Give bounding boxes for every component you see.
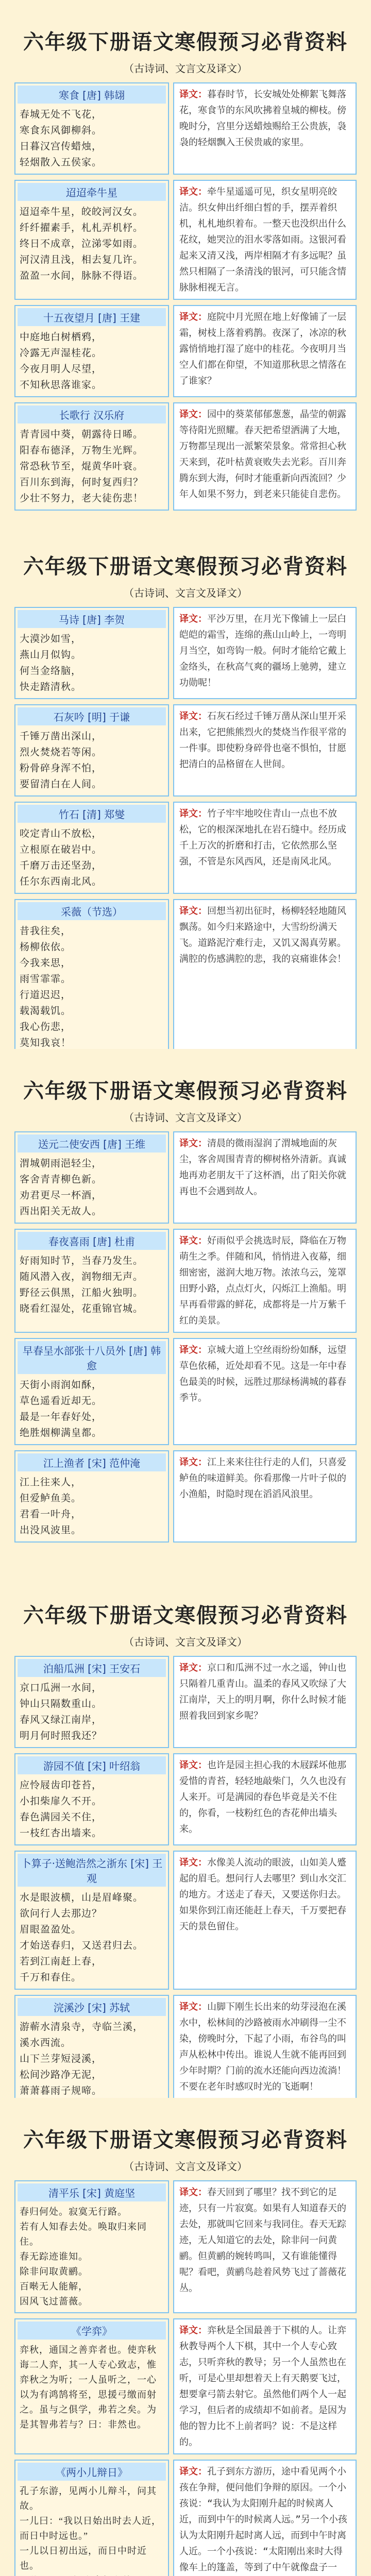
page-title: 六年级下册语文寒假预习必背资料 bbox=[23, 554, 348, 579]
poem-title: 浣溪沙 [宋] 苏轼 bbox=[18, 1998, 166, 2016]
translation-box bbox=[173, 607, 357, 699]
translation-label: 译文： bbox=[179, 2325, 207, 2336]
poem-line: 萧萧暮雨子规啼。 bbox=[20, 2086, 103, 2096]
poem-row bbox=[14, 1656, 357, 1748]
poem-title: 十五夜望月 [唐] 王建 bbox=[18, 308, 166, 326]
translation-box bbox=[173, 1450, 357, 1543]
poem-line: 劝君更尽一杯酒， bbox=[20, 1190, 103, 1201]
poem-line: 江上往来人， bbox=[20, 1477, 82, 1488]
poem-line: 春无踪迹谁知。 bbox=[20, 2251, 88, 2262]
poem-line: 今夜月明人尽望， bbox=[20, 364, 103, 375]
poem-line: 咬定青山不放松， bbox=[20, 828, 103, 839]
poem-row bbox=[14, 305, 357, 397]
poem-title: 迢迢牵牛星 bbox=[18, 183, 166, 201]
translation-label: 译文： bbox=[179, 2187, 207, 2198]
poem-line: 今我来思， bbox=[20, 958, 72, 969]
poem-row bbox=[14, 1229, 357, 1333]
poem-line: 京口瓜洲一水间， bbox=[20, 1683, 103, 1693]
poem-line: 莫知我哀！ bbox=[20, 1038, 72, 1048]
poem-box bbox=[14, 1995, 169, 2098]
poem-line: 轻烟散入五侯家。 bbox=[20, 157, 103, 168]
poem-title: 《学弈》 bbox=[18, 2321, 166, 2340]
page bbox=[0, 1573, 371, 2098]
translation-text: 山脚下刚生长出来的幼芽浸泡在溪水中，松林间的沙路被雨水冲刷得一尘不染，傍晚时分，下起了小雨，布谷鸟的叫声从松林中传出。谁说人生就不能再回到少年时期？门前的流水还能向西边流淌！不要在老年时感叹时光的飞逝啊！ bbox=[179, 2002, 346, 2092]
poem-line: 冷露无声湿桂花。 bbox=[20, 348, 103, 359]
poem-line: 千万和春住。 bbox=[20, 1972, 82, 1983]
poem-line: 少壮不努力，老大徒伤悲！ bbox=[20, 493, 144, 504]
poem-line: 行道迟迟， bbox=[20, 990, 72, 1001]
poem-box bbox=[14, 802, 169, 894]
poem-line: 才始送春归，又送君归去。 bbox=[20, 1940, 144, 1951]
poem-line: 载渴载饥。 bbox=[20, 1006, 72, 1016]
translation-text: 弈秋是全国最善于下棋的人。让弈秋教导两个人下棋，其中一个人专心致志，只听弈秋的教导；另一个人虽然也在听，可是心里却想着天上有天鹅要飞过，想要拿弓箭去射它。虽然他们两个人一起学习，但后者的成绩却不如前者。是因为他的智力比不上前者吗？说：不是这样的。 bbox=[179, 2325, 346, 2448]
translation-text: 水像美人流动的眼波，山如美人蹙起的眉毛。想问行人去哪里？到山水交汇的地方。才送走了春天，又要送你归去。如果你到江南还能赶上春天，千万要把春天的景色留住。 bbox=[179, 1857, 346, 1932]
poem-line: 晓看红湿处，花重锦官城。 bbox=[20, 1303, 144, 1314]
poem-row bbox=[14, 180, 357, 300]
poem-title: 《两小儿辩日》 bbox=[18, 2463, 166, 2481]
translation-label: 译文： bbox=[179, 409, 207, 420]
page-subtitle: （古诗词、文言文及译文） bbox=[124, 587, 247, 599]
poem-line: 雨雪霏霏。 bbox=[20, 974, 72, 985]
translation-text: 庭院中月光照在地上好像铺了一层霜，树枝上落着鸦鹊。夜深了，冰凉的秋露悄悄地打湿了庭中的桂花。今夜明月当空人们都在仰望，不知道那秋思之情落在了谁家？ bbox=[179, 312, 346, 386]
poem-line: 百川东到海，何时复西归？ bbox=[20, 477, 144, 488]
translation-box bbox=[173, 1995, 357, 2098]
poem-line: 千锤万凿出深山， bbox=[20, 731, 103, 742]
poem-box bbox=[14, 899, 169, 1049]
poem-title: 竹石 [清] 郑燮 bbox=[18, 805, 166, 823]
poem-line: 游蕲水清泉寺，寺临兰溪， bbox=[20, 2022, 144, 2032]
translation-box bbox=[173, 704, 357, 796]
poem-line: 明月何时照我还？ bbox=[20, 1731, 103, 1741]
poem-line: 日暮汉宫传蜡烛， bbox=[20, 141, 103, 152]
poem-row bbox=[14, 1851, 357, 1990]
translation-label: 译文： bbox=[179, 2466, 207, 2477]
poem-line: 大漠沙如雪， bbox=[20, 634, 82, 645]
page-title: 六年级下册语文寒假预习必背资料 bbox=[23, 1079, 348, 1103]
poem-line: 草色遥看近却无。 bbox=[20, 1396, 103, 1406]
translation-text: 京口和瓜洲不过一水之遥，钟山也只隔着几重青山。温柔的春风又吹绿了大江南岸，天上的明月啊，你什么时候才能照着我回到家乡呢？ bbox=[179, 1663, 346, 1721]
poem-row bbox=[14, 2460, 357, 2576]
translation-label: 译文： bbox=[179, 1138, 207, 1149]
translation-label: 译文： bbox=[179, 808, 207, 819]
poem-title: 游园不值 [宋] 叶绍翁 bbox=[18, 1756, 166, 1774]
poem-line: 松间沙路净无泥， bbox=[20, 2070, 103, 2080]
translation-text: 平沙万里，在月光下像铺上一层白皑皑的霜雪，连绵的燕山山岭上，一弯明月当空，如弯钩一般。何时才能给它戴上金络头，在秋高气爽的疆场上驰骋，建立功勋呢！ bbox=[179, 614, 346, 688]
translation-box bbox=[173, 2318, 357, 2454]
translation-text: 竹子牢牢地咬住青山一点也不放松，它的根深深地扎在岩石缝中。经历成千上万次的折磨和打击，它依然那么坚强，不管是东风西风，还是南风北风。 bbox=[179, 808, 346, 867]
page bbox=[0, 2098, 371, 2576]
poem-line: 绝胜烟柳满皇都。 bbox=[20, 1428, 103, 1438]
poem-title: 送元二使安西 [唐] 王维 bbox=[18, 1134, 166, 1153]
poem-line: 除非问取黄鹂。 bbox=[20, 2266, 88, 2277]
poem-title: 清平乐 [宋] 黄庭坚 bbox=[18, 2183, 166, 2201]
poem-line: 溪水西流。 bbox=[20, 2038, 72, 2048]
poem-box bbox=[14, 1851, 169, 1990]
translation-box bbox=[173, 1656, 357, 1748]
poem-line: 因风飞过蔷薇。 bbox=[20, 2296, 88, 2307]
poem-line: 要留清白在人间。 bbox=[20, 779, 103, 790]
poem-box bbox=[14, 2318, 169, 2454]
page-subtitle: （古诗词、文言文及译文） bbox=[124, 62, 247, 75]
poem-line: 常恐秋节至，焜黄华叶衰。 bbox=[20, 461, 144, 472]
poem-box bbox=[14, 1229, 169, 1333]
poem-title: 马诗 [唐] 李贺 bbox=[18, 610, 166, 628]
translation-text: 暮春时节，长安城处处柳絮飞舞落花，寒食节的东风吹拂着皇城的柳枝。傍晚时分，宫里分送蜡烛赐给王公贵族，袅袅的轻烟飘入王侯贵戚的家里。 bbox=[179, 89, 346, 148]
poem-line: 好雨知时节，当春乃发生。 bbox=[20, 1256, 144, 1266]
poem-line: 若有人知春去处。唤取归来同住。 bbox=[20, 2222, 147, 2247]
page-title: 六年级下册语文寒假预习必背资料 bbox=[23, 30, 348, 54]
poem-line: 渭城朝雨浥轻尘， bbox=[20, 1158, 103, 1169]
poem-row bbox=[14, 1995, 357, 2098]
poem-line bbox=[20, 2573, 164, 2576]
poem-title: 早春呈水部张十八员外 [唐] 韩愈 bbox=[18, 1341, 166, 1374]
poem-line: 烈火焚烧若等闲。 bbox=[20, 747, 103, 758]
poem-row bbox=[14, 82, 357, 175]
page-title: 六年级下册语文寒假预习必背资料 bbox=[23, 2128, 348, 2152]
poem-title: 采薇（节选） bbox=[18, 902, 166, 920]
page-subtitle: （古诗词、文言文及译文） bbox=[124, 1636, 247, 1648]
poem-line: 最是一年春好处， bbox=[20, 1412, 103, 1422]
poem-box bbox=[14, 305, 169, 397]
poem-line: 孔子东游，见两小儿辩斗，问其故。 bbox=[20, 2486, 157, 2511]
poem-line: 一儿以日初出远，而日中时近也。 bbox=[20, 2546, 147, 2571]
translation-box bbox=[173, 1229, 357, 1333]
poem-line: 纤纤擢素手，札札弄机杼。 bbox=[20, 223, 144, 233]
poem-line: 客舍青青柳色新。 bbox=[20, 1174, 103, 1185]
poem-box bbox=[14, 180, 169, 300]
translation-label: 译文： bbox=[179, 1457, 207, 1468]
poem-line: 春归何处。寂寞无行路。 bbox=[20, 2207, 127, 2217]
translation-label: 译文： bbox=[179, 1345, 207, 1355]
poem-line: 昔我往矣， bbox=[20, 926, 72, 937]
translation-text: 江上来来往往行走的人们，只喜爱鲈鱼的味道鲜美。你看那像一片叶子似的小渔船，时隐时现在滔滔风浪里。 bbox=[179, 1457, 346, 1500]
page-title: 六年级下册语文寒假预习必背资料 bbox=[23, 1603, 348, 1628]
poem-line: 但爱鲈鱼美。 bbox=[20, 1493, 82, 1504]
poem-row bbox=[14, 402, 357, 511]
page-subtitle: （古诗词、文言文及译文） bbox=[124, 1111, 247, 1124]
translation-label: 译文： bbox=[179, 1235, 207, 1246]
poem-line: 快走踏清秋。 bbox=[20, 682, 82, 692]
poem-box bbox=[14, 1338, 169, 1445]
poem-box bbox=[14, 402, 169, 511]
poem-line: 粉骨碎身浑不怕， bbox=[20, 763, 103, 774]
poem-row bbox=[14, 607, 357, 699]
poem-line: 盈盈一水间，脉脉不得语。 bbox=[20, 270, 144, 281]
translation-box bbox=[173, 82, 357, 175]
poem-box bbox=[14, 82, 169, 175]
poem-line: 任尔东西南北风。 bbox=[20, 876, 103, 887]
poem-line: 青青园中葵，朝露待日晞。 bbox=[20, 429, 144, 440]
translation-text: 清晨的微雨湿润了渭城地面的灰尘，客舍周围青青的柳树格外清新。真诚地再劝老朋友干了这杯酒，出了阳关你就再也不会遇到故人。 bbox=[179, 1138, 346, 1197]
poem-line: 应怜屐齿印苍苔， bbox=[20, 1780, 103, 1791]
poem-row bbox=[14, 899, 357, 1049]
poem-box bbox=[14, 704, 169, 796]
poem-line: 河汉清且浅，相去复几许。 bbox=[20, 255, 144, 265]
poem-line: 寒食东风御柳斜。 bbox=[20, 125, 103, 136]
poem-line: 欲问行人去那边？ bbox=[20, 1908, 103, 1919]
poem-title: 石灰吟 [明] 于谦 bbox=[18, 707, 166, 725]
page bbox=[0, 524, 371, 1049]
translation-box bbox=[173, 1851, 357, 1990]
translation-label: 译文： bbox=[179, 1760, 207, 1771]
translation-label: 译文： bbox=[179, 711, 207, 722]
poem-line: 出没风波里。 bbox=[20, 1525, 82, 1536]
poem-row bbox=[14, 1450, 357, 1543]
poem-line: 杨柳依依。 bbox=[20, 942, 72, 953]
translation-text: 孔子到东方游历，途中看见两个小孩在争辩，便问他们争辩的原因。一个小孩说：“我认为太阳刚升起的时候离人近，而到中午的时候离人远。”另一个小孩认为太阳刚升起时离人远，而到中午时离人近。一个小孩说：“太阳刚出来时大得像车上的篷盖，等到了中午就像盘子一 bbox=[179, 2466, 347, 2573]
poem-line: 燕山月似钩。 bbox=[20, 650, 82, 660]
poem-line: 君看一叶舟， bbox=[20, 1509, 82, 1520]
poem-line: 我心伤悲， bbox=[20, 1022, 72, 1032]
poem-line: 何当金络脑， bbox=[20, 666, 82, 676]
poem-line: 一枝红杏出墙来。 bbox=[20, 1828, 103, 1839]
poem-line: 阳春布德泽，万物生光辉。 bbox=[20, 445, 144, 456]
poem-box bbox=[14, 2180, 169, 2313]
translation-label: 译文： bbox=[179, 89, 207, 100]
poem-line: 春城无处不飞花， bbox=[20, 109, 103, 120]
poem-line: 随风潜入夜，润物细无声。 bbox=[20, 1272, 144, 1282]
translation-text: 园中的葵菜郁郁葱葱，晶莹的朝露等待阳光照耀。春天把希望洒满了大地，万物都呈现出一派繁荣景象。常常担心秋天来到，花叶枯黄衰败失去光彩。百川奔腾东到大海，何时才能重新向西流回？少年人如果不努力，到老来只能徒自悲伤。 bbox=[179, 409, 346, 500]
poem-line: 若到江南赶上春， bbox=[20, 1956, 103, 1967]
translation-box bbox=[173, 1131, 357, 1224]
poem-box bbox=[14, 607, 169, 699]
translation-label: 译文： bbox=[179, 906, 207, 917]
poem-row bbox=[14, 2318, 357, 2454]
poem-box bbox=[14, 1131, 169, 1224]
poem-row bbox=[14, 704, 357, 796]
poem-box bbox=[14, 1753, 169, 1845]
translation-box bbox=[173, 305, 357, 397]
translation-box bbox=[173, 802, 357, 894]
translation-text: 京城大道上空丝雨纷纷如酥，远望草色依稀，近处却看不见。这是一年中春色最美的时候，远胜过那绿杨满城的暮春季节。 bbox=[179, 1345, 346, 1403]
poem-row bbox=[14, 802, 357, 894]
translation-text: 好雨似乎会挑选时辰，降临在万物萌生之季。伴随和风，悄悄进入夜幕，细细密密，滋润大地万物。浓浓乌云，笼罩田野小路，点点灯火，闪烁江上渔船。明早再看带露的鲜花，成都将是一片万紫千红的美景。 bbox=[179, 1235, 346, 1326]
poem-line: 终日不成章，泣涕零如雨。 bbox=[20, 239, 144, 249]
poem-row bbox=[14, 2180, 357, 2313]
poem-title: 泊船瓜洲 [宋] 王安石 bbox=[18, 1659, 166, 1677]
poem-line: 天街小雨润如酥， bbox=[20, 1380, 103, 1391]
poem-title: 长歌行 汉乐府 bbox=[18, 405, 166, 423]
poem-line: 野径云俱黑，江船火独明。 bbox=[20, 1287, 144, 1298]
poem-line: 迢迢牵牛星，皎皎河汉女。 bbox=[20, 207, 144, 217]
translation-box bbox=[173, 899, 357, 1049]
poem-line: 千磨万击还坚劲， bbox=[20, 860, 103, 871]
poem-title: 寒食 [唐] 韩翃 bbox=[18, 86, 166, 104]
poem-line: 中庭地白树栖鸦， bbox=[20, 332, 103, 343]
poem-box bbox=[14, 1656, 169, 1748]
poem-line: 不知秋思落谁家。 bbox=[20, 380, 103, 391]
poem-line: 立根原在破岩中。 bbox=[20, 844, 103, 855]
translation-box bbox=[173, 2460, 357, 2576]
poem-line: 钟山只隔数重山。 bbox=[20, 1699, 103, 1709]
poem-line: 西出阳关无故人。 bbox=[20, 1206, 103, 1217]
translation-text: 牵牛星遥遥可见，织女星明亮皎洁。织女伸出纤细白皙的手，摆弄着织机，札札地织着布。一整天也没织出什么花纹，她哭泣的泪水零落如雨。这银河看起来又清又浅，两岸相隔才有多远呢？虽然只相隔了一条清浅的银河，可只能含情脉脉相视无言。 bbox=[179, 187, 346, 293]
translation-label: 译文： bbox=[179, 614, 207, 624]
poem-line: 山下兰芽短浸溪， bbox=[20, 2054, 103, 2064]
translation-label: 译文： bbox=[179, 2002, 207, 2012]
translation-box bbox=[173, 1753, 357, 1845]
poem-row bbox=[14, 1338, 357, 1445]
poem-box bbox=[14, 1450, 169, 1543]
translation-box bbox=[173, 402, 357, 511]
poem-line: 小扣柴扉久不开。 bbox=[20, 1796, 103, 1807]
page-subtitle: （古诗词、文言文及译文） bbox=[124, 2160, 247, 2173]
translation-box bbox=[173, 1338, 357, 1445]
poem-line: 弈秋，通国之善弈者也。使弈秋诲二人弈，其一人专心致志，惟弈秋之为听；一人虽听之，一心以为有鸿鹄将至，思援弓缴而射之。虽与之俱学，弗若之矣。为是其智弗若与？曰：非然也。 bbox=[20, 2345, 157, 2430]
poem-line: 百啭无人能解， bbox=[20, 2281, 88, 2292]
poem-line: 一儿曰：“我以日始出时去人近，而日中时远也。” bbox=[20, 2516, 161, 2541]
translation-label: 译文： bbox=[179, 187, 207, 197]
poem-title: 江上渔者 [宋] 范仲淹 bbox=[18, 1453, 166, 1471]
translation-label: 译文： bbox=[179, 312, 207, 323]
poem-row bbox=[14, 1753, 357, 1845]
translation-box bbox=[173, 2180, 357, 2313]
poem-title: 卜算子·送鲍浩然之浙东 [宋] 王观 bbox=[18, 1854, 166, 1887]
translation-label: 译文： bbox=[179, 1663, 207, 1673]
poem-line: 春风又绿江南岸， bbox=[20, 1715, 103, 1725]
poem-title: 春夜喜雨 [唐] 杜甫 bbox=[18, 1232, 166, 1250]
translation-text: 春天回到了哪里？找不到它的足迹，只有一片寂寞。如果有人知道春天的去处，那就叫它回来与我同住。春天无踪迹，无人知道它的去处，除非问一问黄鹂。但黄鹂的婉转鸣叫，又有谁能懂得呢？看吧，黄鹂鸟趁着风势飞过了蔷薇花丛。 bbox=[179, 2187, 346, 2294]
poem-line: 水是眼波横，山是眉峰聚。 bbox=[20, 1892, 144, 1903]
poem-box bbox=[14, 2460, 169, 2576]
translation-label: 译文： bbox=[179, 1857, 207, 1868]
poem-row bbox=[14, 1131, 357, 1224]
translation-text: 也许是园主担心我的木屐踩坏他那爱惜的青苔，轻轻地敲柴门，久久也没有人来开。可是满园的春色毕竟是关不住的，你看，一枝粉红色的杏花伸出墙头来。 bbox=[179, 1760, 346, 1835]
poem-line: 眉眼盈盈处。 bbox=[20, 1924, 82, 1935]
page bbox=[0, 0, 371, 524]
page bbox=[0, 1049, 371, 1573]
translation-text: 回想当初出征时，杨柳轻轻地随风飘荡。如今归来路途中，大雪纷纷满天飞。道路泥泞难行走，又饥又渴真劳累。满腔的伤感满腔的悲，我的哀痛谁体会！ bbox=[179, 906, 346, 964]
translation-text: 石灰石经过千锤万凿从深山里开采出来，它把熊熊烈火的焚烧当作很平常的一件事。即使粉身碎骨也毫不惧怕，甘愿把清白的品格留在人世间。 bbox=[179, 711, 346, 770]
translation-box bbox=[173, 180, 357, 300]
poem-line: 春色满园关不住， bbox=[20, 1812, 103, 1823]
